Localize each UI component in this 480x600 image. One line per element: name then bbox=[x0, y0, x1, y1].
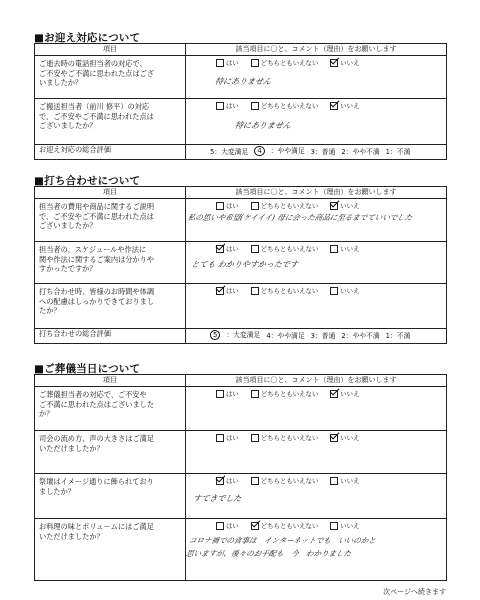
checkbox-neutral[interactable] bbox=[251, 477, 259, 485]
checkbox-neutral[interactable] bbox=[251, 390, 259, 398]
question-text: 打ち合わせ時、皆様のお時間や体調 への配慮はしっかりできておりまし たか？ bbox=[39, 287, 155, 316]
checkbox-neutral[interactable] bbox=[251, 522, 259, 530]
rating-option-selected[interactable]: 5 ：大変満足 bbox=[210, 329, 260, 340]
question-row bbox=[35, 474, 447, 519]
section-title: ■お迎え対応について bbox=[34, 32, 141, 44]
checkbox-no[interactable] bbox=[330, 434, 338, 442]
rating-scale bbox=[186, 145, 446, 156]
rating-row bbox=[35, 329, 447, 344]
answer-options: はい どちらともいえない いいえ bbox=[186, 519, 446, 530]
question-row bbox=[35, 99, 447, 145]
checkbox-no[interactable] bbox=[330, 477, 338, 485]
rating-label: お迎え対応の総合評価 bbox=[39, 145, 111, 154]
checkbox-yes[interactable] bbox=[216, 245, 224, 253]
checkbox-yes[interactable] bbox=[216, 390, 224, 398]
question-text: ご葬儀担当者の対応で、ご不安や ご不満に思われた点はございました か？ bbox=[39, 390, 155, 419]
question-text: 担当者の費用や商品に関するご説明 で、ご不安やご不満に思われた点は ございましたか？ bbox=[39, 202, 155, 231]
answer-options: はい どちらともいえない いいえ bbox=[186, 199, 446, 210]
rating-scale bbox=[186, 329, 446, 340]
question-row bbox=[35, 56, 447, 99]
checkbox-yes[interactable] bbox=[216, 102, 224, 110]
survey-table bbox=[34, 43, 447, 160]
checkbox-yes[interactable] bbox=[216, 202, 224, 210]
question-text: 司会の流め方、声の大きさはご満足 いただけましたか？ bbox=[39, 434, 155, 453]
rating-option[interactable]: 2：やや不満 bbox=[341, 147, 380, 156]
checkbox-no[interactable] bbox=[330, 245, 338, 253]
checkbox-neutral[interactable] bbox=[251, 202, 259, 210]
comment-handwritten: 特にありません bbox=[233, 121, 292, 130]
rating-option[interactable]: 5：大変満足 bbox=[210, 147, 249, 156]
question-row bbox=[35, 431, 447, 474]
checkbox-neutral[interactable] bbox=[251, 59, 259, 67]
rating-option[interactable]: 2：やや不満 bbox=[341, 331, 380, 340]
rating-option-selected[interactable]: 4 ：やや満足 bbox=[254, 145, 304, 156]
answer-options: はい どちらともいえない いいえ bbox=[186, 474, 446, 485]
rating-row bbox=[35, 145, 447, 160]
column-header-item: 項目 bbox=[35, 187, 186, 199]
answer-options: はい どちらともいえない いいえ bbox=[186, 431, 446, 442]
column-header-answer: 該当項目に〇と、コメント（理由）をお願いします bbox=[186, 187, 447, 199]
column-header-item: 項目 bbox=[35, 375, 186, 387]
question-text: ご搬送担当者（前川 修平）の対応 で、ご不安やご不満に思われた点は ございましたか？ bbox=[39, 102, 154, 131]
section-title: ■打ち合わせについて bbox=[34, 175, 141, 187]
answer-options: はい どちらともいえない いいえ bbox=[186, 284, 446, 295]
checkbox-yes[interactable] bbox=[216, 59, 224, 67]
question-text: ご逝去時の電話担当者の対応で、 ご不安やご不満に思われた点はござ いましたか？ bbox=[39, 59, 155, 88]
survey-table bbox=[34, 186, 447, 344]
checkbox-yes[interactable] bbox=[216, 287, 224, 295]
checkbox-no[interactable] bbox=[330, 102, 338, 110]
rating-option[interactable]: 3：普通 bbox=[310, 147, 336, 156]
question-row bbox=[35, 387, 447, 431]
comment-handwritten: 私の思いや希望(ケイイイ) 母に会った商品に至るまでていいでした bbox=[186, 213, 414, 222]
question-row bbox=[35, 284, 447, 329]
checkbox-neutral[interactable] bbox=[251, 102, 259, 110]
checkbox-no[interactable] bbox=[330, 390, 338, 398]
column-header-answer: 該当項目に〇と、コメント（理由）をお願いします bbox=[186, 375, 447, 387]
column-header-item: 項目 bbox=[35, 44, 186, 56]
column-header-answer: 該当項目に〇と、コメント（理由）をお願いします bbox=[186, 44, 447, 56]
question-row bbox=[35, 199, 447, 242]
question-row bbox=[35, 242, 447, 284]
question-text: 担当者の、スケジュールや作法に 関や作法に関するご案内は分かりや すかったですか？ bbox=[39, 245, 155, 274]
rating-option[interactable]: 1：不満 bbox=[385, 331, 411, 340]
rating-label: 打ち合わせの総合評価 bbox=[39, 329, 111, 338]
question-text: 祭壇はイメージ通りに飾られており ましたか？ bbox=[39, 477, 154, 496]
checkbox-neutral[interactable] bbox=[251, 287, 259, 295]
answer-options: はい どちらともいえない いいえ bbox=[186, 99, 446, 110]
answer-options: はい どちらともいえない いいえ bbox=[186, 56, 446, 67]
rating-option[interactable]: 4：やや満足 bbox=[266, 331, 305, 340]
comment-handwritten: とても わかりやすかったです bbox=[190, 260, 299, 269]
checkbox-no[interactable] bbox=[330, 287, 338, 295]
checkbox-yes[interactable] bbox=[216, 477, 224, 485]
checkbox-no[interactable] bbox=[330, 202, 338, 210]
comment-handwritten: 特にありません bbox=[214, 77, 272, 86]
rating-option[interactable]: 3：普通 bbox=[310, 331, 336, 340]
continued-note: 次ページへ続きます bbox=[383, 588, 446, 596]
comment-handwritten: コロナ禍での食事は インターネットでも いいのかと 思いますが、後々のお手配も 今 わかりました bbox=[185, 536, 377, 558]
survey-table bbox=[34, 374, 447, 581]
checkbox-no[interactable] bbox=[330, 522, 338, 530]
answer-options: はい どちらともいえない いいえ bbox=[186, 242, 446, 253]
checkbox-no[interactable] bbox=[330, 59, 338, 67]
checkbox-yes[interactable] bbox=[216, 522, 224, 530]
answer-options: はい どちらともいえない いいえ bbox=[186, 387, 446, 398]
comment-handwritten: すてきでした bbox=[192, 494, 243, 503]
checkbox-neutral[interactable] bbox=[251, 245, 259, 253]
checkbox-neutral[interactable] bbox=[251, 434, 259, 442]
section-title: ■ご葬儀当日について bbox=[34, 363, 141, 375]
rating-option[interactable]: 1：不満 bbox=[385, 147, 411, 156]
checkbox-yes[interactable] bbox=[216, 434, 224, 442]
question-text: お料理の味とボリュームにはご満足 いただけましたか？ bbox=[39, 522, 154, 541]
question-row bbox=[35, 519, 447, 581]
